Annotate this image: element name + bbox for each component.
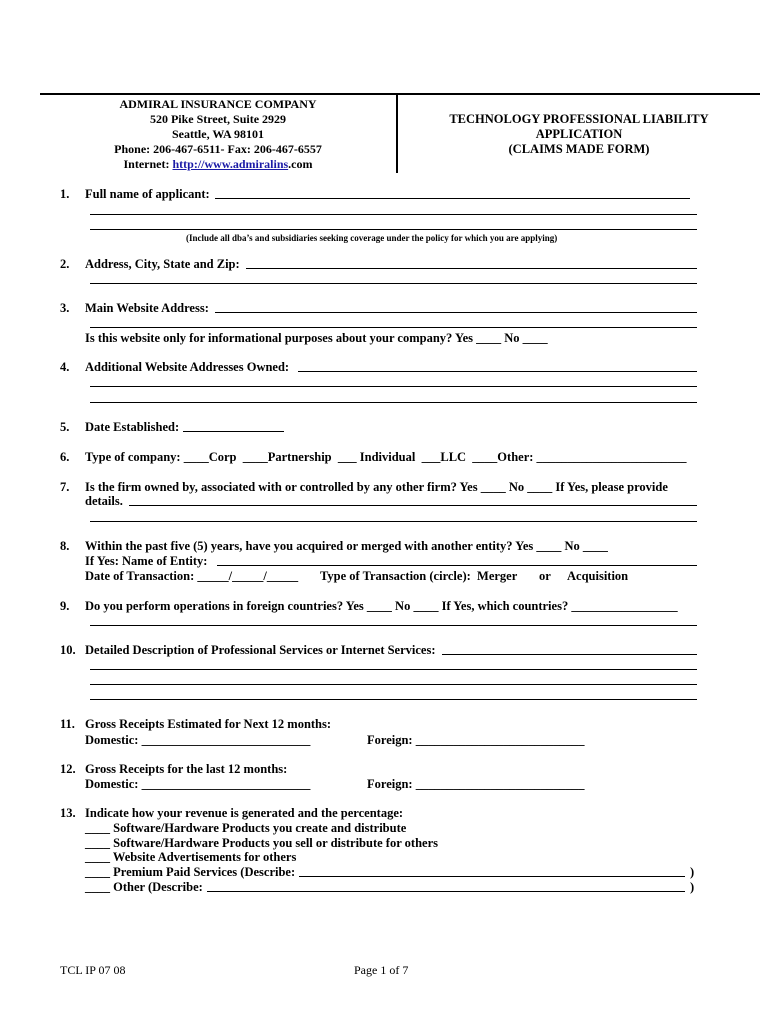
q12-label: Gross Receipts for the last 12 months: [85, 762, 288, 776]
q1-field-line2[interactable] [90, 214, 697, 215]
q13-option-resell[interactable]: ____ Software/Hardware Products you sell or distribute for others [85, 836, 438, 850]
q8-date-field[interactable]: Date of Transaction: _____/_____/_____ [85, 569, 299, 583]
q8-question[interactable]: Within the past five (5) years, have you acquired or merged with another entity? Yes ____ No ____ [85, 539, 608, 553]
q11-foreign-field[interactable]: Foreign: ___________________________ [367, 733, 585, 747]
q3-informational-question[interactable]: Is this website only for informational purposes about your company? Yes ____ No ____ [85, 331, 548, 345]
company-block [40, 97, 396, 172]
q13-option-create[interactable]: ____ Software/Hardware Products you create and distribute [85, 821, 407, 835]
q13-label: Indicate how your revenue is generated and the percentage: [85, 806, 404, 820]
q10-label: Detailed Description of Professional Services or Internet Services: [85, 643, 436, 657]
q9-number: 9. [60, 599, 70, 613]
q1-field-line3[interactable] [90, 229, 697, 230]
q7-details-field[interactable] [129, 505, 697, 506]
q5-field[interactable] [183, 431, 284, 432]
q7-details-label: details. [85, 494, 123, 508]
q13-premium-close: ) [690, 865, 695, 879]
page-number: Page 1 of 7 [354, 963, 409, 977]
q10-field[interactable] [442, 654, 697, 655]
q13-other-close: ) [690, 880, 695, 894]
q11-number: 11. [60, 717, 75, 731]
q10-number: 10. [60, 643, 76, 657]
q10-field-line2[interactable] [90, 669, 697, 670]
q1-label: Full name of applicant: [85, 187, 210, 201]
q4-label: Additional Website Addresses Owned: [85, 360, 290, 374]
q5-label: Date Established: [85, 420, 180, 434]
q13-option-premium[interactable]: ____ Premium Paid Services (Describe: [85, 865, 296, 879]
q13-number: 13. [60, 806, 76, 820]
company-phone-fax: Phone: 206-467-6511- Fax: 206-467-6557 [114, 142, 322, 156]
q3-field-line2[interactable] [90, 327, 697, 328]
q13-premium-describe-field[interactable] [299, 876, 685, 877]
company-name: ADMIRAL INSURANCE COMPANY [119, 97, 317, 111]
q13-option-other[interactable]: ____ Other (Describe: [85, 880, 203, 894]
q3-label: Main Website Address: [85, 301, 209, 315]
q1-field[interactable] [215, 198, 690, 199]
q4-field-line2[interactable] [90, 386, 697, 387]
q11-label: Gross Receipts Estimated for Next 12 months: [85, 717, 332, 731]
q3-field[interactable] [215, 312, 697, 313]
q8-acquisition[interactable]: Acquisition [567, 569, 629, 583]
q8-type-merger[interactable]: Type of Transaction (circle): Merger [320, 569, 518, 583]
q1-number: 1. [60, 187, 70, 201]
company-city: Seattle, WA 98101 [171, 127, 265, 141]
website-link[interactable]: http://www.admiralins [172, 157, 289, 171]
q2-field[interactable] [246, 268, 697, 269]
form-code: TCL IP 07 08 [60, 963, 126, 977]
q6-number: 6. [60, 450, 70, 464]
q12-foreign-field[interactable]: Foreign: ___________________________ [367, 777, 585, 791]
q11-domestic-field[interactable]: Domestic: ___________________________ [85, 733, 311, 747]
q1-note: (Include all dba’s and subsidiaries seeking coverage under the policy for which you are applying) [186, 233, 558, 243]
q5-number: 5. [60, 420, 70, 434]
q10-field-line4[interactable] [90, 699, 697, 700]
header-box [40, 93, 760, 173]
q8-entity-field[interactable] [217, 565, 697, 566]
q13-other-describe-field[interactable] [207, 891, 685, 892]
q4-field-line3[interactable] [90, 402, 697, 403]
q7-question[interactable]: Is the firm owned by, associated with or controlled by any other firm? Yes ____ No ____ If Yes, please provide [85, 480, 668, 494]
q8-or: or [539, 569, 551, 583]
form-title: TECHNOLOGY PROFESSIONAL LIABILITY APPLICATION (CLAIMS MADE FORM) [449, 112, 709, 156]
q3-number: 3. [60, 301, 70, 315]
q2-field-line2[interactable] [90, 283, 697, 284]
q10-field-line3[interactable] [90, 684, 697, 685]
q8-entity-label: If Yes: Name of Entity: [85, 554, 208, 568]
q2-label: Address, City, State and Zip: [85, 257, 240, 271]
q6-company-type[interactable]: Type of company: ____Corp ____Partnership ___ Individual ___LLC ____Other: ________________________ [85, 450, 687, 464]
q13-option-ads[interactable]: ____ Website Advertisements for others [85, 850, 297, 864]
q12-domestic-field[interactable]: Domestic: ___________________________ [85, 777, 311, 791]
q9-question[interactable]: Do you perform operations in foreign countries? Yes ____ No ____ If Yes, which countries? _________________ [85, 599, 678, 613]
q2-number: 2. [60, 257, 70, 271]
q8-number: 8. [60, 539, 70, 553]
q7-number: 7. [60, 480, 70, 494]
company-internet: Internet: http://www.admiralins.com [123, 157, 313, 171]
q12-number: 12. [60, 762, 76, 776]
q7-details-field-line2[interactable] [90, 521, 697, 522]
company-street: 520 Pike Street, Suite 2929 [149, 112, 287, 126]
q4-field[interactable] [298, 371, 697, 372]
q9-countries-field[interactable] [90, 625, 697, 626]
q4-number: 4. [60, 360, 70, 374]
